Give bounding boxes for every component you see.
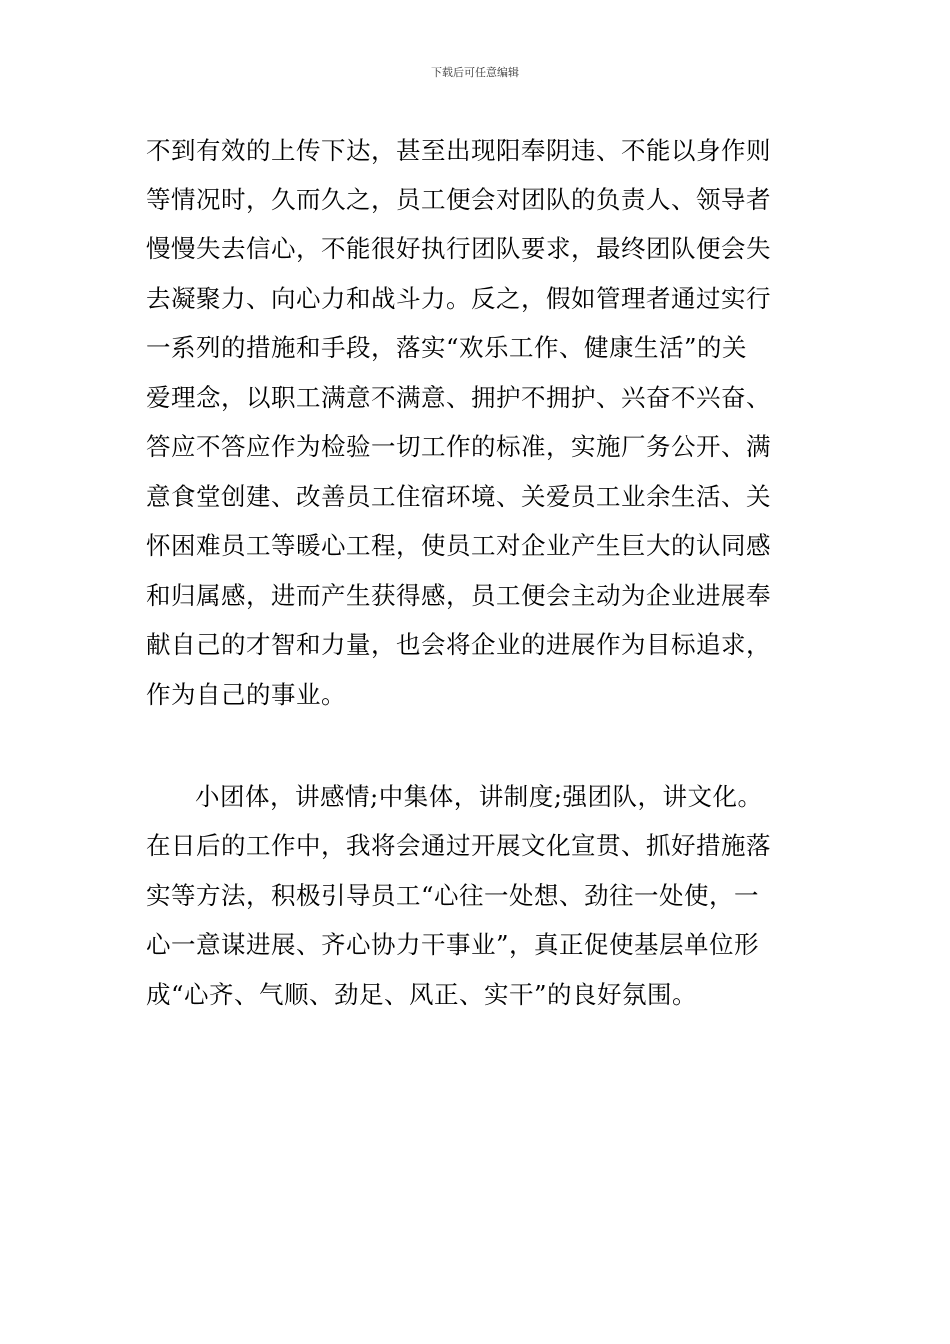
- paragraph-1-line-4: 去凝聚力、向心力和战斗力。反之，假如管理者通过实行: [146, 284, 771, 313]
- paragraph-1-line-10: 和归属感，进而产生获得感，员工便会主动为企业进展奉: [146, 581, 771, 610]
- paragraph-1-line-5: 一系列的措施和手段，落实“欢乐工作、健康生活”的关: [146, 333, 748, 362]
- paragraph-2-line-3: 实等方法，积极引导员工“心往一处想、劲往一处使，一: [146, 881, 760, 910]
- paragraph-1-line-8: 意食堂创建、改善员工住宿环境、关爱员工业余生活、关: [146, 482, 771, 511]
- paragraph-2-line-1: 小团体，讲感情;中集体，讲制度;强团队，讲文化。: [195, 782, 763, 811]
- paragraph-1-line-9: 怀困难员工等暖心工程，使员工对企业产生巨大的认同感: [146, 531, 771, 560]
- paragraph-1-line-3: 慢慢失去信心，不能很好执行团队要求，最终团队便会失: [146, 234, 771, 263]
- paragraph-1-line-6: 爱理念，以职工满意不满意、拥护不拥护、兴奋不兴奋、: [146, 383, 771, 412]
- page-header: 下载后可任意编辑: [431, 66, 519, 79]
- paragraph-1-line-12: 作为自己的事业。: [146, 680, 346, 709]
- paragraph-1-line-2: 等情况时，久而久之，员工便会对团队的负责人、领导者: [146, 185, 771, 214]
- paragraph-2-line-2: 在日后的工作中，我将会通过开展文化宣贯、抓好措施落: [146, 831, 771, 860]
- paragraph-2-line-5: 成“心齐、气顺、劲足、风正、实干”的良好氛围。: [146, 980, 698, 1009]
- paragraph-2-line-4: 心一意谋进展、齐心协力干事业”，真正促使基层单位形: [146, 930, 760, 959]
- paragraph-1-line-11: 献自己的才智和力量，也会将企业的进展作为目标追求，: [146, 630, 771, 659]
- paragraph-1-line-1: 不到有效的上传下达，甚至出现阳奉阴违、不能以身作则: [146, 136, 771, 165]
- paragraph-1-line-7: 答应不答应作为检验一切工作的标准，实施厂务公开、满: [146, 432, 771, 461]
